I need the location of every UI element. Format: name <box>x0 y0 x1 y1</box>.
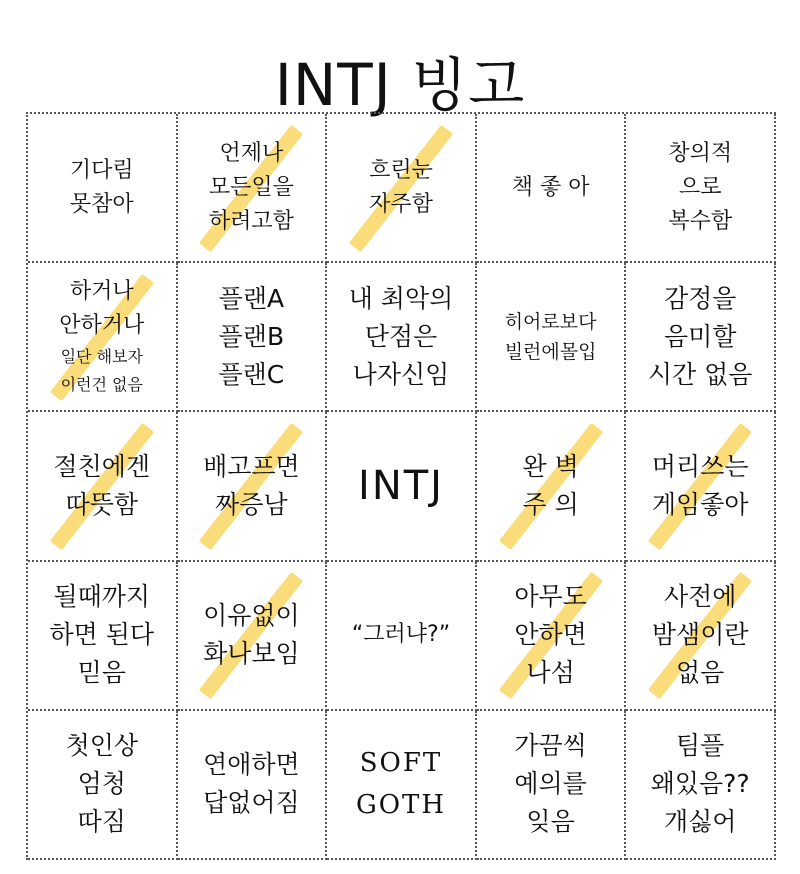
cell-line: 나자신임 <box>352 359 450 389</box>
cell-line: 하려고함 <box>208 208 294 234</box>
cell-line: 짜증남 <box>215 489 288 519</box>
cell-line: 감정을 <box>663 283 737 313</box>
bingo-cell[interactable] <box>626 263 776 412</box>
cell-line: 밤샘이란 <box>651 620 749 650</box>
bingo-cell[interactable] <box>626 412 776 561</box>
bingo-cell-free[interactable] <box>327 412 477 561</box>
bingo-cell[interactable] <box>327 562 477 711</box>
cell-line: 내 최악의 <box>348 283 454 313</box>
bingo-cell[interactable] <box>477 412 627 561</box>
cell-line: 플랜C <box>218 359 285 389</box>
cell-line: 개싫어 <box>663 807 737 837</box>
cell-line: 기다림 <box>69 157 134 183</box>
cell-line: 흐린눈 <box>369 157 433 183</box>
bingo-cell[interactable] <box>477 114 627 263</box>
cell-line: 예의를 <box>514 769 587 799</box>
cell-line: 일단 해보자 <box>60 346 143 366</box>
cell-line: 플랜B <box>218 321 285 351</box>
cell-line: 시간 없음 <box>647 359 753 389</box>
bingo-cell[interactable] <box>178 114 328 263</box>
cell-line: 음미할 <box>663 321 737 351</box>
cell-line: 하면 된다 <box>49 620 155 650</box>
cell-line: 으로 <box>678 174 722 200</box>
bingo-cell[interactable] <box>28 562 178 711</box>
cell-line: 가끔씩 <box>514 731 587 761</box>
cell-line: 답없어짐 <box>203 788 300 818</box>
bingo-cell[interactable] <box>477 263 627 412</box>
cell-line: 배고프면 <box>203 451 300 481</box>
bingo-cell[interactable] <box>327 711 477 860</box>
bingo-cell[interactable] <box>626 114 776 263</box>
cell-line: 연애하면 <box>203 750 300 780</box>
cell-line: “그러냐?” <box>351 622 451 648</box>
cell-line: 없음 <box>676 658 725 688</box>
page-title: INTJ 빙고 <box>274 50 526 119</box>
cell-line: 자주함 <box>369 191 433 217</box>
cell-line: 엄청 <box>77 769 126 799</box>
cell-line: 책 좋 아 <box>511 174 590 200</box>
bingo-board <box>26 112 776 860</box>
cell-line: 히어로보다 <box>504 310 597 333</box>
cell-line: 플랜A <box>218 283 285 313</box>
cell-line: 모든일을 <box>208 174 294 200</box>
cell-line: 하거나 <box>69 278 134 304</box>
cell-line: GOTH <box>355 790 447 821</box>
cell-line: 사전에 <box>663 582 737 612</box>
bingo-cell[interactable] <box>178 412 328 561</box>
cell-line: 따짐 <box>77 807 126 837</box>
cell-line: 언제나 <box>219 140 284 166</box>
bingo-cell[interactable] <box>178 562 328 711</box>
cell-line: 팀플 <box>676 731 725 761</box>
bingo-cell[interactable] <box>28 412 178 561</box>
cell-line: 첫인상 <box>65 731 139 761</box>
cell-line: 아무도 <box>514 582 587 612</box>
cell-line: 잊음 <box>526 807 575 837</box>
cell-line: 나섬 <box>526 658 575 688</box>
bingo-cell[interactable] <box>178 263 328 412</box>
bingo-cell[interactable] <box>178 711 328 860</box>
cell-line: 이유없이 <box>203 601 300 631</box>
bingo-cell[interactable] <box>28 263 178 412</box>
cell-line: 따뜻함 <box>65 489 139 519</box>
cell-line: 게임좋아 <box>651 489 749 519</box>
cell-line: 왜있음?? <box>650 769 750 799</box>
cell-line: 빌런에몰입 <box>504 340 597 363</box>
cell-line: 안하면 <box>514 620 587 650</box>
bingo-cell[interactable] <box>477 711 627 860</box>
cell-line: 완 벽 <box>522 451 579 481</box>
cell-line: 화나보임 <box>203 639 300 669</box>
cell-line: SOFT <box>359 748 443 779</box>
bingo-cell[interactable] <box>327 114 477 263</box>
bingo-cell[interactable] <box>626 711 776 860</box>
cell-line: 안하거나 <box>59 312 145 338</box>
cell-line: 창의적 <box>668 140 733 166</box>
cell-line: 될때까지 <box>53 582 151 612</box>
cell-line: 복수함 <box>668 208 733 234</box>
cell-line: 머리쓰는 <box>651 451 749 481</box>
bingo-cell[interactable] <box>28 711 178 860</box>
bingo-cell[interactable] <box>626 562 776 711</box>
cell-line: 못참아 <box>69 191 134 217</box>
cell-line: 믿음 <box>77 658 126 688</box>
cell-line: 단점은 <box>364 321 438 351</box>
bingo-cell[interactable] <box>477 562 627 711</box>
bingo-cell[interactable] <box>28 114 178 263</box>
free-space-label: INTJ <box>358 462 444 509</box>
bingo-cell[interactable] <box>327 263 477 412</box>
cell-line: 이런건 없음 <box>60 374 143 394</box>
cell-line: 주 의 <box>522 489 579 519</box>
cell-line: 절친에겐 <box>53 451 151 481</box>
